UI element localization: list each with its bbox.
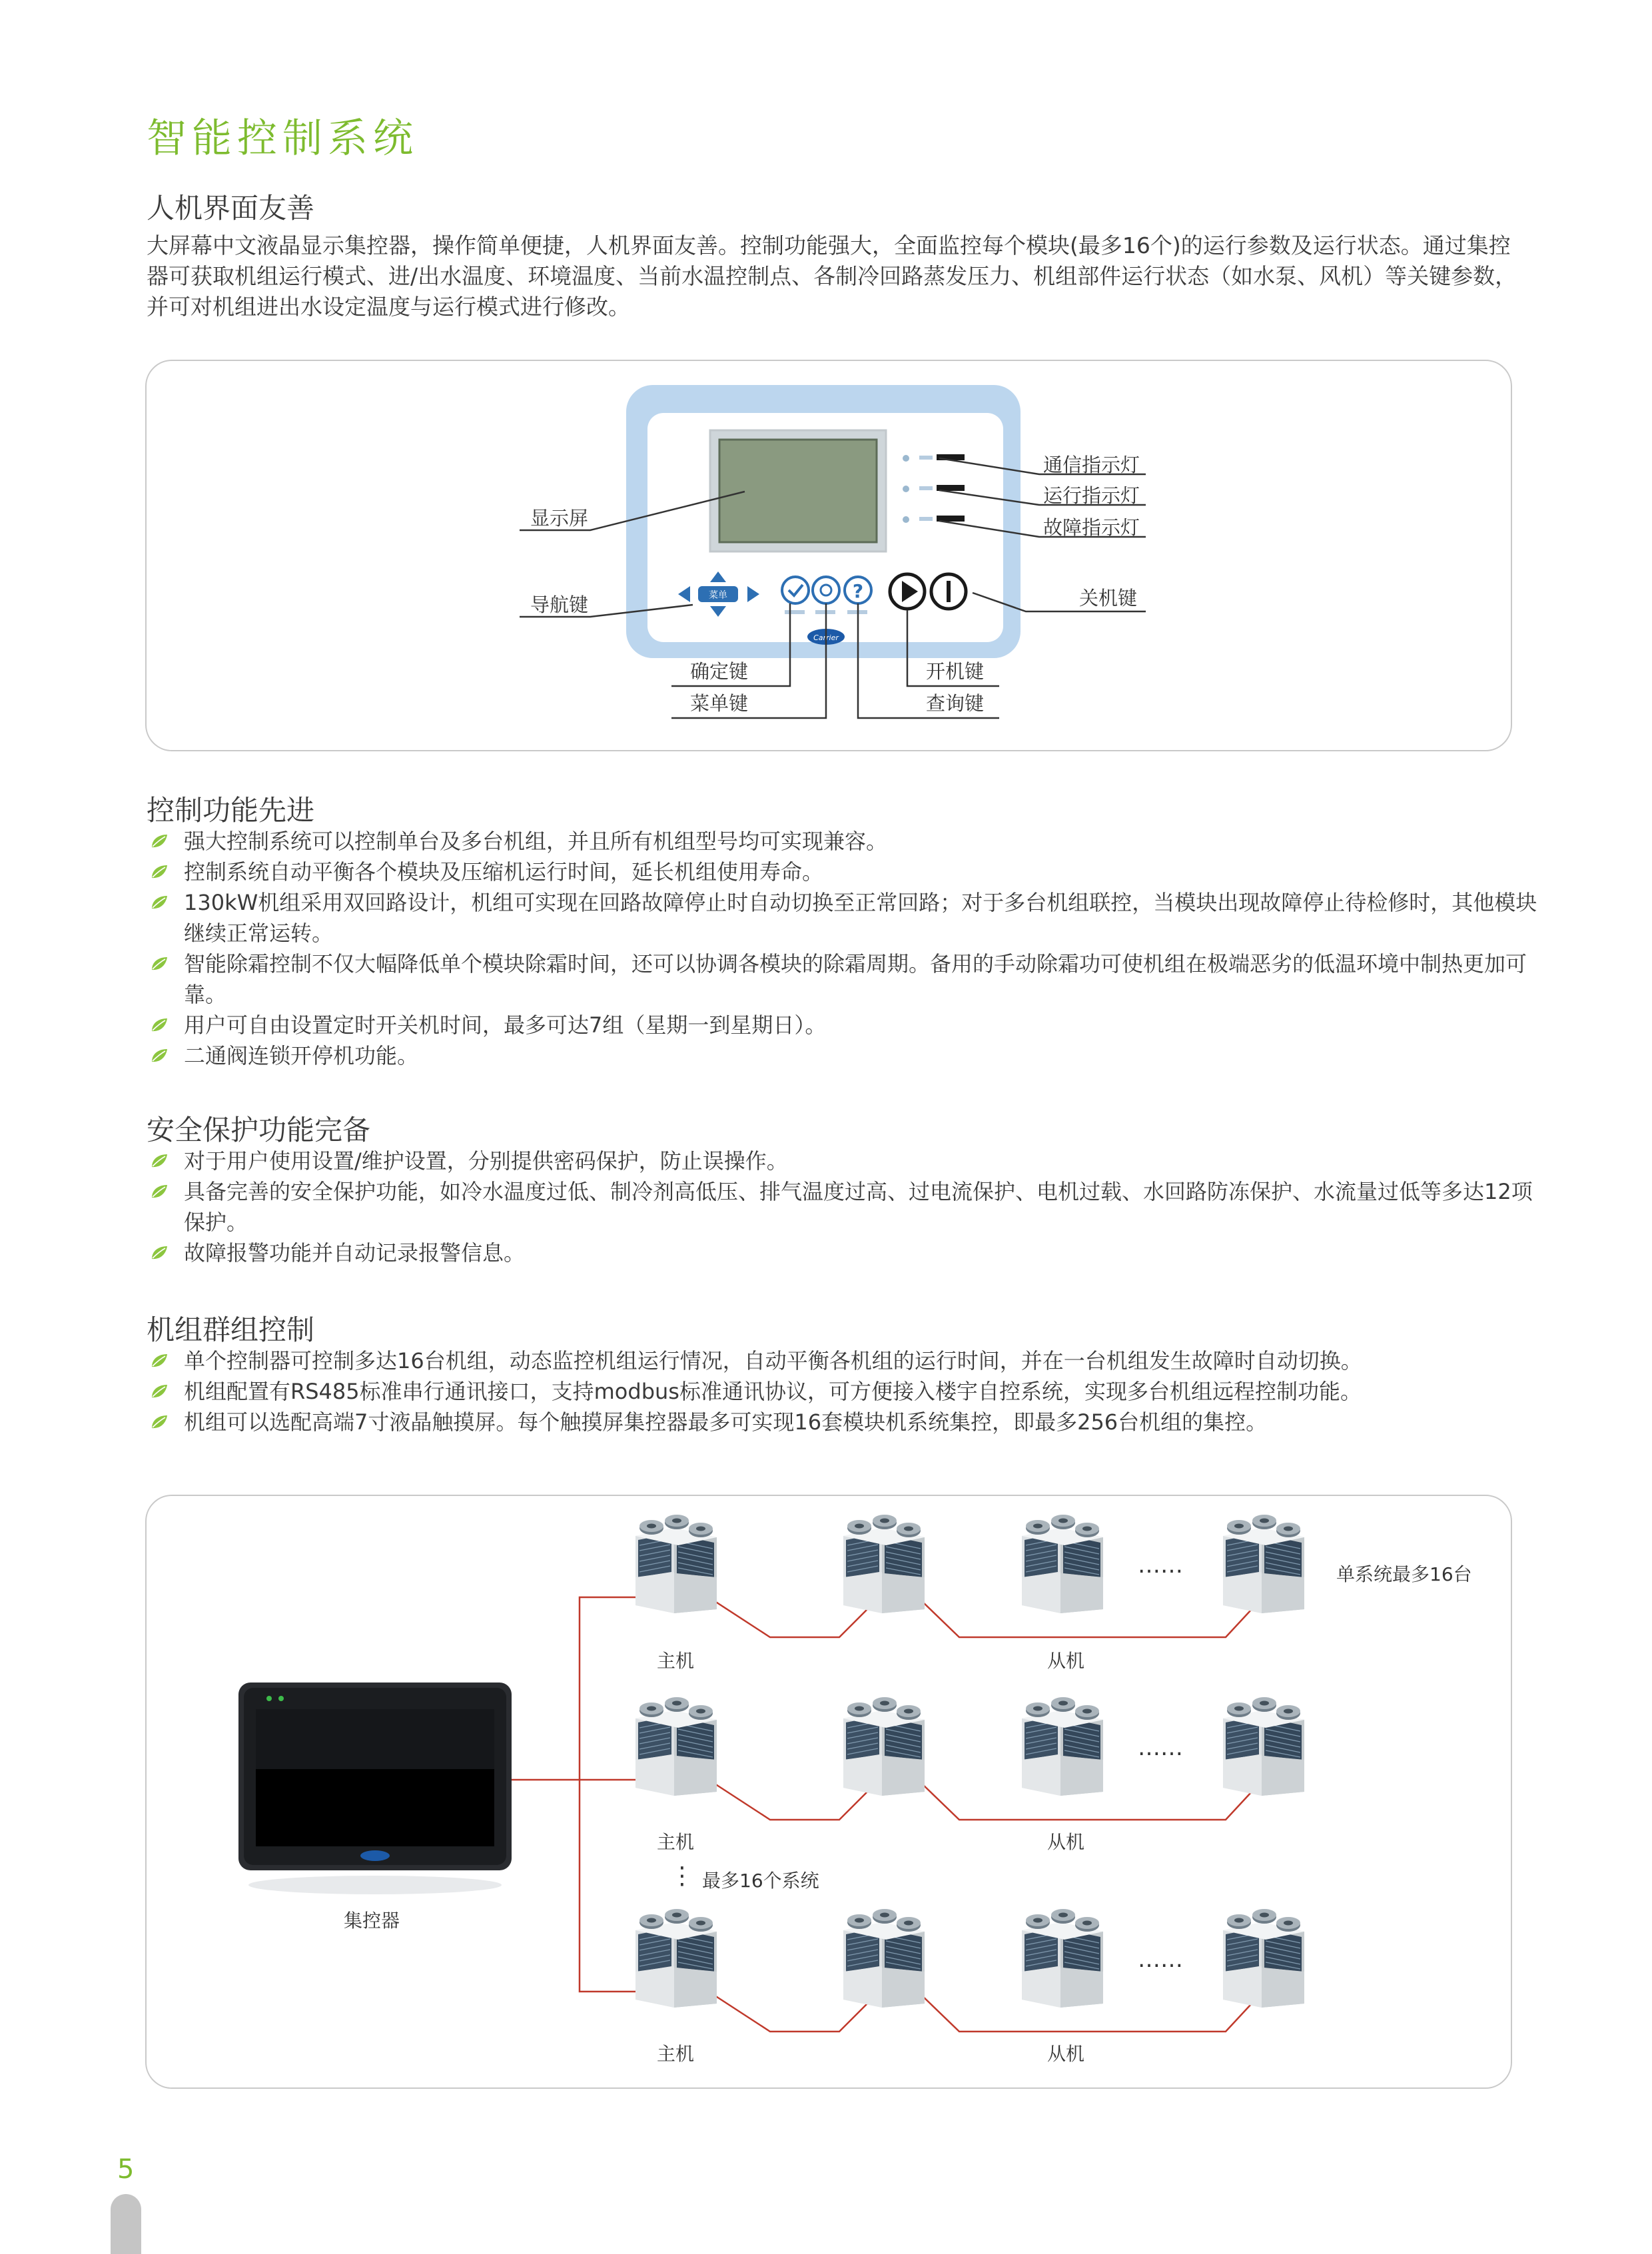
list-item: 故障报警功能并自动记录报警信息。 [147,1238,1539,1268]
page-title: 智能控制系统 [147,115,418,162]
unit-slave-row1-c [1223,1515,1304,1613]
controller-label: 集控器 [344,1910,400,1932]
unit-master-row1 [635,1515,717,1613]
list-item: 具备完善的安全保护功能，如冷水温度过低、制冷剂高低压、排气温度过高、过电流保护、电机过载、水回路防冻保护、水流量过低等多达12项保护。 [147,1176,1539,1238]
section-heading-control: 控制功能先进 [147,794,315,827]
carrier-logo [360,1850,390,1861]
slave-label-row1: 从机 [1047,1650,1085,1672]
master-label-row1: 主机 [657,1650,695,1672]
unit-slave-row3-c [1223,1909,1304,2008]
label-query-key: 查询键 [926,692,985,715]
list-item: 用户可自由设置定时开关机时间，最多可达7组（星期一到星期日）。 [147,1010,1539,1040]
label-nav: 导航键 [530,593,589,616]
page-tab [111,2194,141,2254]
master-label-row3: 主机 [657,2043,695,2065]
label-fault-light: 故障指示灯 [1043,516,1140,539]
list-item: 二通阀连锁开停机功能。 [147,1040,1539,1071]
list-item: 强大控制系统可以控制单台及多台机组，并且所有机组型号均可实现兼容。 [147,826,1539,857]
ellipsis-row3: …… [1138,1946,1183,1973]
label-run-light: 运行指示灯 [1043,484,1140,507]
list-item: 控制系统自动平衡各个模块及压缩机运行时间，延长机组使用寿命。 [147,857,1539,887]
unit-slave-row2-b [1022,1697,1103,1796]
list-item: 机组配置有RS485标准串行通讯接口，支持modbus标准通讯协议，可方便接入楼宇自控系统，实现多台机组远程控制功能。 [147,1376,1539,1407]
unit-slave-row1-a [843,1515,925,1613]
unit-slave-row1-b [1022,1515,1103,1613]
label-display: 显示屏 [530,507,589,530]
list-item: 130kW机组采用双回路设计，机组可实现在回路故障停止时自动切换至正常回路；对于多台机组联控，当模块出现故障停止待检修时，其他模块继续正常运转。 [147,887,1539,948]
touch-controller [238,1683,512,1894]
ellipsis-row2: …… [1138,1734,1183,1761]
list-item: 单个控制器可控制多达16台机组，动态监控机组运行情况，自动平衡各机组的运行时间，并在一台机组发生故障时自动切换。 [147,1345,1539,1376]
carrier-logo-text: Carrier [813,633,839,642]
page-number: 5 [117,2154,135,2185]
unit-slave-row3-b [1022,1909,1103,2008]
question-icon: ? [852,580,864,602]
slave-label-row2: 从机 [1047,1831,1085,1853]
vertical-dots: ⋮ [670,1862,694,1890]
list-item: 机组可以选配高端7寸液晶触摸屏。每个触摸屏集控器最多可实现16套模块机系统集控，即最多256台机组的集控。 [147,1407,1539,1437]
label-menu-key: 菜单键 [690,692,749,715]
list-item: 智能除霜控制不仅大幅降低单个模块除霜时间，还可以协调各模块的除霜周期。备用的手动除霜功可使机组在极端恶劣的低温环境中制热更加可靠。 [147,948,1539,1010]
unit-master-row2 [635,1697,717,1796]
label-on-key: 开机键 [926,660,985,683]
unit-slave-row2-a [843,1697,925,1796]
label-comm-light: 通信指示灯 [1043,454,1140,476]
section-heading-safety: 安全保护功能完备 [147,1114,371,1146]
section-heading-hmi: 人机界面友善 [147,192,315,224]
unit-slave-row3-a [843,1909,925,2008]
label-off-key: 关机键 [1079,587,1138,609]
unit-master-row3 [635,1909,717,2008]
nav-center-label: 菜单 [709,590,727,601]
list-item: 对于用户使用设置/维护设置，分别提供密码保护，防止误操作。 [147,1146,1539,1176]
max-systems-note: 最多16个系统 [702,1870,819,1892]
master-label-row2: 主机 [657,1831,695,1853]
hmi-paragraph: 大屏幕中文液晶显示集控器，操作简单便捷，人机界面友善。控制功能强大，全面监控每个模块(最多16个)的运行参数及运行状态。通过集控器可获取机组运行模式、进/出水温度、环境温度、当前水温控制点、各制冷回路蒸发压力、机组部件运行状态（如水泵、风机）等关键参数，并可对机组进出水设定温度与运行模式进行修改。 [147,232,1517,320]
slave-label-row3: 从机 [1047,2043,1085,2065]
label-confirm-key: 确定键 [690,660,749,683]
ellipsis-row1: …… [1138,1552,1183,1579]
section-heading-group: 机组群组控制 [147,1314,315,1346]
unit-slave-row2-c [1223,1697,1304,1796]
max-units-note: 单系统最多16台 [1336,1563,1472,1585]
